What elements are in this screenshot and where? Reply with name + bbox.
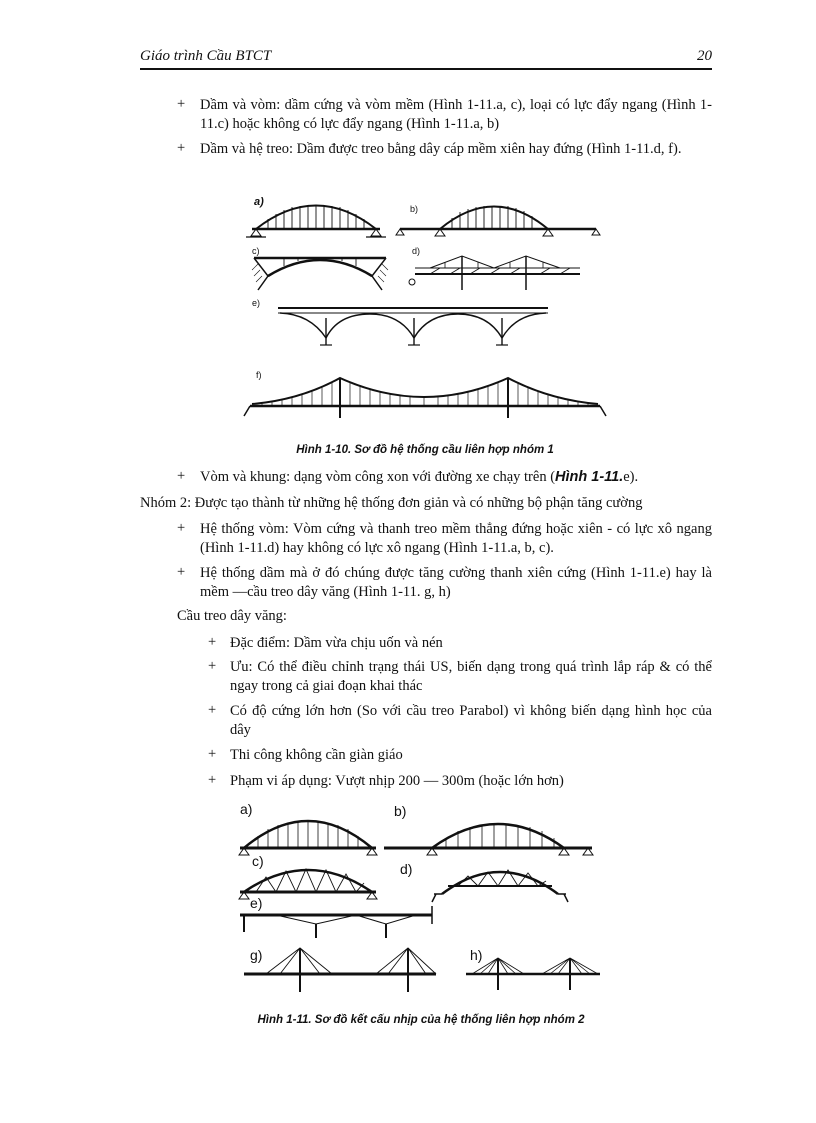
bullet-marker: + [177,564,186,580]
diagram-1-11-g [244,948,436,992]
header-rule [140,68,712,70]
bullet-marker: + [208,702,217,718]
diagram-1-10-d [409,256,580,290]
figure-reference: Hình 1-11. [555,469,624,485]
bullet-marker: + [177,140,186,156]
label-1-11-c: c) [252,853,264,869]
bullet-beam-arch: Dầm và vòm: dầm cứng và vòm mềm (Hình 1-11.a, c), loại có lực đẩy ngang (Hình 1-11.c) hoặc không có lực đẩy ngang (Hình 1-11.a, b) [200,97,712,132]
figure-1-10 [240,190,610,420]
bullet-marker: + [208,634,217,650]
diagram-1-11-e [240,906,432,938]
cable-stayed-advantage: Ưu: Có thể điều chỉnh trạng thái US, biến dạng trong quá trình lắp ráp & có thể ngay trong cả giai đoạn khai thác [230,659,712,694]
cable-stayed-feature: Đặc điểm: Dầm vừa chịu uốn và nén [230,635,443,651]
diagram-1-10-a [246,205,386,237]
page-number: 20 [697,48,712,64]
group-2-heading: Nhóm 2: Được tạo thành từ những hệ thống đơn giản và có những bộ phận tăng cường [140,495,643,511]
bullet-marker: + [177,520,186,536]
diagram-1-11-d [432,870,568,902]
bullet-marker: + [208,746,217,762]
label-1-10-b: b) [410,204,419,214]
cable-stayed-stiffness: Có độ cứng lớn hơn (So với cầu treo Parabol) vì không biến dạng hình học của dây [230,703,712,738]
bullet-marker: + [177,96,186,112]
diagram-1-11-h [466,958,600,990]
cable-stayed-construction: Thi công không cần giàn giáo [230,747,403,763]
cable-stayed-heading: Cầu treo dây văng: [177,608,287,624]
bullet-marker: + [177,468,186,484]
label-1-11-h: h) [470,947,483,963]
bullet-arch-system: Hệ thống vòm: Vòm cứng và thanh treo mềm thẳng đứng hoặc xiên - có lực xô ngang (Hình 1-11.d) hay không có lực xô ngang (Hình 1-11.a, b, c). [200,521,712,556]
label-1-10-a: a) [254,196,264,208]
label-1-10-d: d) [412,246,421,256]
label-1-10-e: e) [252,298,261,308]
diagram-1-11-b [384,824,593,855]
diagram-1-10-e [278,308,548,345]
label-1-10-f: f) [256,370,262,380]
label-1-11-g: g) [250,947,263,963]
label-1-11-e: e) [250,895,263,911]
cable-stayed-range: Phạm vi áp dụng: Vượt nhịp 200 — 300m (hoặc lớn hơn) [230,773,564,789]
figure-1-11-caption: Hình 1-11. Sơ đồ kết cấu nhịp của hệ thống liên hợp nhóm 2 [257,1014,585,1026]
diagram-1-10-b [396,206,600,236]
label-1-10-c: c) [252,246,260,256]
bullet-arch-frame: Vòm và khung: dạng vòm công xon với đường xe chạy trên (Hình 1-11.e). [200,469,639,485]
label-1-11-b: b) [394,803,407,819]
bullet-marker: + [208,772,217,788]
page-header [140,48,712,68]
label-1-11-d: d) [400,861,413,877]
bullet-beam-system: Hệ thống dầm mà ở đó chúng được tăng cường thanh xiên cứng (Hình 1-11.e) hay là mềm —cầu treo dây văng (Hình 1-11. g, h) [200,565,712,600]
diagram-1-11-a [239,821,377,855]
label-1-11-a: a) [240,801,253,817]
diagram-1-10-f [244,378,606,418]
diagram-1-10-c [252,258,388,290]
figure-1-11 [236,798,606,1010]
document-title: Giáo trình Cầu BTCT [140,48,272,64]
bullet-marker: + [208,658,217,674]
figure-1-10-caption: Hình 1-10. Sơ đồ hệ thống cầu liên hợp nhóm 1 [296,444,554,456]
bullet-beam-suspension: Dầm và hệ treo: Dầm được treo bằng dây cáp mềm xiên hay đứng (Hình 1-11.d, f). [200,141,682,157]
